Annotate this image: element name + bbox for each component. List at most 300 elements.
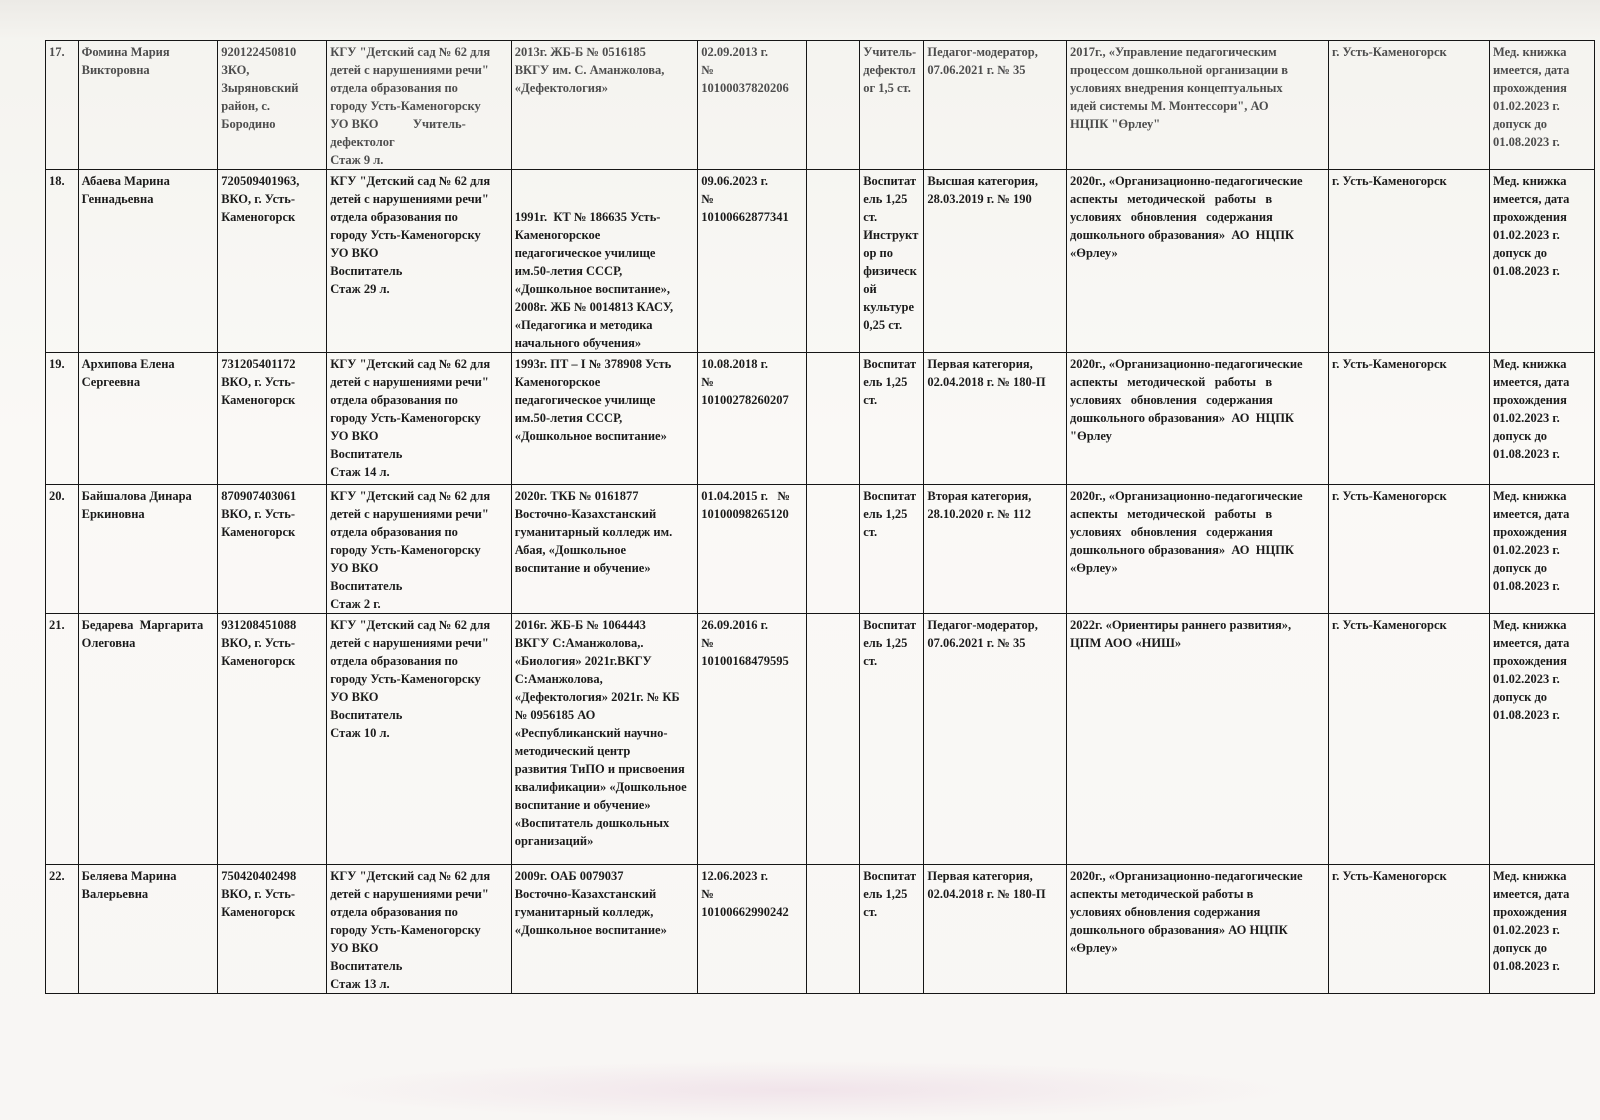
employee-name-line: Еркиновна xyxy=(81,507,145,521)
iin-and-address-line: Каменогорск xyxy=(221,393,296,407)
iin-and-address-line: 931208451088 xyxy=(221,618,297,632)
medical-book xyxy=(1489,41,1594,170)
medical-book-line: прохождения xyxy=(1492,393,1567,407)
certificate xyxy=(698,614,807,865)
medical-book-line: Мед. книжка xyxy=(1492,174,1567,188)
workplace-and-experience-line: отдела образования по xyxy=(330,210,458,224)
workplace-and-experience-line: Стаж 14 л. xyxy=(330,465,390,479)
education-line: Каменогорское xyxy=(514,228,601,242)
medical-book-line: прохождения xyxy=(1492,525,1567,539)
position-rate-line: ог 1,5 ст. xyxy=(863,81,911,95)
employee-name xyxy=(78,865,218,994)
medical-book-line: 01.08.2023 г. xyxy=(1492,579,1560,593)
workplace-and-experience-line: УО ВКО xyxy=(330,246,379,260)
city: г. Усть-Каменогорск xyxy=(1328,485,1489,614)
empty-cell xyxy=(807,353,860,485)
training-courses-line: 2020г., «Организационно-педагогические xyxy=(1070,174,1303,188)
education-line: им.50-летия СССР, xyxy=(514,264,623,278)
training-courses-line: "Өрлеу xyxy=(1070,429,1112,443)
workplace-and-experience-line: городу Усть-Каменогорску xyxy=(330,672,481,686)
iin-and-address-line: Зыряновский xyxy=(221,81,299,95)
training-courses-line: аспекты методической работы в xyxy=(1070,507,1273,521)
iin-and-address-line: ЗКО, xyxy=(221,63,250,77)
education xyxy=(511,170,697,353)
position-rate-line: ст. xyxy=(863,654,878,668)
empty-cell xyxy=(807,41,860,170)
position-rate xyxy=(860,614,924,865)
workplace-and-experience-line: отдела образования по xyxy=(330,654,458,668)
workplace-and-experience-line: КГУ "Детский сад № 62 для xyxy=(330,174,491,188)
training-courses-line: «Өрлеу» xyxy=(1070,941,1118,955)
iin-and-address-line: Каменогорск xyxy=(221,654,296,668)
education-line: «Республиканский научно- xyxy=(514,726,668,740)
iin-and-address-line: ВКО, г. Усть- xyxy=(221,375,296,389)
training-courses-line: условиях внедрения концептуальных xyxy=(1070,81,1283,95)
training-courses-line: 2020г., «Организационно-педагогические xyxy=(1070,869,1303,883)
iin-and-address-line: 870907403061 xyxy=(221,489,297,503)
training-courses xyxy=(1067,41,1329,170)
workplace-and-experience-line: УО ВКО xyxy=(330,429,379,443)
training-courses-line: условиях обновления содержания xyxy=(1070,525,1273,539)
position-rate xyxy=(860,353,924,485)
education-line: организаций» xyxy=(514,834,594,848)
employee-name xyxy=(78,614,218,865)
training-courses-line: ЦПМ АОО «НИШ» xyxy=(1070,636,1182,650)
training-courses-line: идей системы М. Монтессори", АО xyxy=(1070,99,1269,113)
education-line: Абая, «Дошкольное xyxy=(514,543,627,557)
training-courses-line: условиях обновления содержания xyxy=(1070,393,1273,407)
training-courses-line: дошкольного образования» АО НЦПК xyxy=(1070,543,1294,557)
position-rate-line: физическ xyxy=(863,264,917,278)
medical-book-line: прохождения xyxy=(1492,210,1567,224)
training-courses-line: 2020г., «Организационно-педагогические xyxy=(1070,489,1303,503)
qualification-category-line: 07.06.2021 г. № 35 xyxy=(927,63,1026,77)
employee-name-line: Беляева Марина xyxy=(81,869,177,883)
training-courses-line: 2022г. «Ориентиры раннего развития», xyxy=(1070,618,1292,632)
position-rate-line: ель 1,25 xyxy=(863,192,908,206)
training-courses-line: аспекты методической работы в xyxy=(1070,375,1273,389)
education-line: С:Аманжолова, xyxy=(514,672,603,686)
position-rate-line: ор по xyxy=(863,246,893,260)
workplace-and-experience-line: Стаж 10 л. xyxy=(330,726,390,740)
position-rate-line: ель 1,25 xyxy=(863,507,908,521)
medical-book-line: имеется, дата xyxy=(1492,887,1570,901)
education-line: развития ТиПО и присвоения xyxy=(514,762,685,776)
training-courses-line: «Өрлеу» xyxy=(1070,561,1118,575)
education-line: 2013г. ЖБ-Б № 0516185 xyxy=(514,45,646,59)
workplace-and-experience-line: УО ВКО xyxy=(330,561,379,575)
education-line: им.50-летия СССР, xyxy=(514,411,623,425)
qualification-category xyxy=(924,41,1067,170)
medical-book-line: имеется, дата xyxy=(1492,636,1570,650)
medical-book-line: Мед. книжка xyxy=(1492,357,1567,371)
education-line: ВКГУ им. С. Аманжолова, xyxy=(514,63,665,77)
employee-name-line: Бедарева Маргарита xyxy=(81,618,204,632)
page-top-edge xyxy=(0,0,1600,40)
iin-and-address-line: ВКО, г. Усть- xyxy=(221,192,296,206)
workplace-and-experience-line: КГУ "Детский сад № 62 для xyxy=(330,357,491,371)
position-rate xyxy=(860,170,924,353)
education-line: 2016г. ЖБ-Б № 1064443 xyxy=(514,618,646,632)
education xyxy=(511,485,697,614)
education-line: «Дошкольное воспитание» xyxy=(514,923,667,937)
medical-book-line: допуск до xyxy=(1492,117,1548,131)
qualification-category-line: 02.04.2018 г. № 180-П xyxy=(927,375,1046,389)
position-rate-line: Воспитат xyxy=(863,618,917,632)
workplace-and-experience-line: КГУ "Детский сад № 62 для xyxy=(330,489,491,503)
medical-book-line: прохождения xyxy=(1492,905,1567,919)
position-rate-line: Воспитат xyxy=(863,489,917,503)
certificate-line: № xyxy=(701,63,714,77)
certificate-line: 10100662990242 xyxy=(701,905,789,919)
iin-and-address xyxy=(218,865,327,994)
certificate xyxy=(698,485,807,614)
medical-book-line: Мед. книжка xyxy=(1492,45,1567,59)
education-line: 1993г. ПТ – I № 378908 Усть xyxy=(514,357,672,371)
row-number: 22. xyxy=(46,865,79,994)
medical-book-line: 01.02.2023 г. xyxy=(1492,923,1560,937)
workplace-and-experience-line: городу Усть-Каменогорску xyxy=(330,411,481,425)
workplace-and-experience-line: отдела образования по xyxy=(330,393,458,407)
certificate-line: 02.09.2013 г. xyxy=(701,45,768,59)
employee-name xyxy=(78,41,218,170)
iin-and-address-line: Каменогорск xyxy=(221,210,296,224)
workplace-and-experience-line: УО ВКО xyxy=(330,690,379,704)
workplace-and-experience-line: Стаж 13 л. xyxy=(330,977,390,991)
training-courses-line: условиях обновления содержания xyxy=(1070,210,1273,224)
employee-name xyxy=(78,353,218,485)
iin-and-address-line: 720509401963, xyxy=(221,174,300,188)
spacer xyxy=(515,172,694,208)
qualification-category xyxy=(924,170,1067,353)
workplace-and-experience-line: Воспитатель xyxy=(330,264,403,278)
workplace-and-experience-line: детей с нарушениями речи" xyxy=(330,192,489,206)
position-rate-line: Воспитат xyxy=(863,869,917,883)
empty-cell xyxy=(807,170,860,353)
qualification-category-line: Высшая категория, xyxy=(927,174,1039,188)
employee-name-line: Архипова Елена xyxy=(81,357,175,371)
position-rate xyxy=(860,41,924,170)
iin-and-address-line: район, с. xyxy=(221,99,270,113)
workplace-and-experience xyxy=(327,485,511,614)
training-courses-line: аспекты методической работы в xyxy=(1070,887,1254,901)
certificate-line: 10100037820206 xyxy=(701,81,789,95)
employee-name-line: Абаева Марина xyxy=(81,174,170,188)
position-rate xyxy=(860,485,924,614)
medical-book-line: 01.08.2023 г. xyxy=(1492,447,1560,461)
workplace-and-experience-line: КГУ "Детский сад № 62 для xyxy=(330,618,491,632)
iin-and-address-line: Бородино xyxy=(221,117,276,131)
row-number: 20. xyxy=(46,485,79,614)
training-courses-line: условиях обновления содержания xyxy=(1070,905,1261,919)
empty-cell xyxy=(807,614,860,865)
qualification-category-line: 28.10.2020 г. № 112 xyxy=(927,507,1032,521)
qualification-category-line: 02.04.2018 г. № 180-П xyxy=(927,887,1046,901)
position-rate-line: ой xyxy=(863,282,877,296)
iin-and-address xyxy=(218,353,327,485)
education-line: гуманитарный колледж им. xyxy=(514,525,673,539)
iin-and-address-line: 731205401172 xyxy=(221,357,296,371)
employee-name-line: Байшалова Динара xyxy=(81,489,192,503)
workplace-and-experience-line: Воспитатель xyxy=(330,959,403,973)
city: г. Усть-Каменогорск xyxy=(1328,41,1489,170)
training-courses-line: 2020г., «Организационно-педагогические xyxy=(1070,357,1303,371)
education-line: 1991г. КТ № 186635 Усть- xyxy=(514,210,661,224)
position-rate-line: 0,25 ст. xyxy=(863,318,903,332)
medical-book-line: допуск до xyxy=(1492,941,1548,955)
medical-book-line: 01.02.2023 г. xyxy=(1492,99,1560,113)
iin-and-address-line: Каменогорск xyxy=(221,905,296,919)
workplace-and-experience-line: Воспитатель xyxy=(330,708,403,722)
medical-book-line: Мед. книжка xyxy=(1492,869,1567,883)
staff-table xyxy=(45,40,1595,994)
workplace-and-experience-line: городу Усть-Каменогорску xyxy=(330,99,481,113)
table-row xyxy=(46,170,1595,353)
training-courses-line: НЦПК "Өрлеу" xyxy=(1070,117,1161,131)
education xyxy=(511,353,697,485)
certificate-line: № xyxy=(701,192,714,206)
training-courses-line: аспекты методической работы в xyxy=(1070,192,1273,206)
workplace-and-experience-line: отдела образования по xyxy=(330,905,458,919)
workplace-and-experience-line: Стаж 2 г. xyxy=(330,597,381,611)
education-line: педагогическое училище xyxy=(514,246,656,260)
qualification-category-line: Первая категория, xyxy=(927,869,1033,883)
education-line: Восточно-Казахстанский xyxy=(514,507,657,521)
iin-and-address-line: ВКО, г. Усть- xyxy=(221,636,296,650)
workplace-and-experience-line: городу Усть-Каменогорску xyxy=(330,923,481,937)
workplace-and-experience xyxy=(327,614,511,865)
education-line: «Дефектология» xyxy=(514,81,609,95)
workplace-and-experience-line: отдела образования по xyxy=(330,81,458,95)
employee-name xyxy=(78,485,218,614)
certificate-line: 10100098265120 xyxy=(701,507,789,521)
qualification-category-line: Педагог-модератор, xyxy=(927,618,1038,632)
training-courses-line: дошкольного образования» АО НЦПК xyxy=(1070,228,1294,242)
education-line: «Биология» 2021г.ВКГУ xyxy=(514,654,652,668)
position-rate-line: дефектол xyxy=(863,63,916,77)
table-row xyxy=(46,614,1595,865)
workplace-and-experience-line: Стаж 9 л. xyxy=(330,153,384,167)
medical-book-line: имеется, дата xyxy=(1492,507,1570,521)
city: г. Усть-Каменогорск xyxy=(1328,865,1489,994)
education-line: «Дошкольное воспитание», xyxy=(514,282,670,296)
certificate-line: 10100662877341 xyxy=(701,210,789,224)
education-line: «Дошкольное воспитание» xyxy=(514,429,667,443)
workplace-and-experience xyxy=(327,41,511,170)
medical-book xyxy=(1489,170,1594,353)
empty-cell xyxy=(807,485,860,614)
city: г. Усть-Каменогорск xyxy=(1328,170,1489,353)
workplace-and-experience-line: Стаж 29 л. xyxy=(330,282,390,296)
training-courses-line: «Өрлеу» xyxy=(1070,246,1118,260)
qualification-category-line: Вторая категория, xyxy=(927,489,1032,503)
employee-name xyxy=(78,170,218,353)
training-courses-line: 2017г., «Управление педагогическим xyxy=(1070,45,1277,59)
certificate-line: 10.08.2018 г. xyxy=(701,357,768,371)
certificate-line: 01.04.2015 г. № xyxy=(701,489,790,503)
education-line: ВКГУ С:Аманжолова,. xyxy=(514,636,644,650)
table-row xyxy=(46,485,1595,614)
iin-and-address-line: 750420402498 xyxy=(221,869,297,883)
position-rate-line: ст. xyxy=(863,905,878,919)
workplace-and-experience-line: детей с нарушениями речи" xyxy=(330,636,489,650)
workplace-and-experience-line: детей с нарушениями речи" xyxy=(330,507,489,521)
medical-book-line: имеется, дата xyxy=(1492,63,1570,77)
position-rate-line: Инструкт xyxy=(863,228,919,242)
medical-book xyxy=(1489,485,1594,614)
education-line: «Педагогика и методика xyxy=(514,318,653,332)
workplace-and-experience-line: КГУ "Детский сад № 62 для xyxy=(330,45,491,59)
workplace-and-experience-line: УО ВКО xyxy=(330,941,379,955)
medical-book-line: 01.02.2023 г. xyxy=(1492,543,1560,557)
iin-and-address xyxy=(218,170,327,353)
employee-name-line: Викторовна xyxy=(81,63,150,77)
medical-book-line: имеется, дата xyxy=(1492,375,1570,389)
medical-book-line: допуск до xyxy=(1492,561,1548,575)
workplace-and-experience-line: отдела образования по xyxy=(330,525,458,539)
row-number: 21. xyxy=(46,614,79,865)
city: г. Усть-Каменогорск xyxy=(1328,614,1489,865)
education-line: начального обучения» xyxy=(514,336,642,350)
medical-book-line: 01.02.2023 г. xyxy=(1492,228,1560,242)
training-courses-line: дошкольного образования» АО НЦПК xyxy=(1070,923,1288,937)
workplace-and-experience-line: КГУ "Детский сад № 62 для xyxy=(330,869,491,883)
medical-book-line: прохождения xyxy=(1492,654,1567,668)
empty-cell xyxy=(807,865,860,994)
row-number: 19. xyxy=(46,353,79,485)
certificate-line: 10100278260207 xyxy=(701,393,789,407)
employee-name-line: Валерьевна xyxy=(81,887,149,901)
education-line: 2008г. ЖБ № 0014813 КАСУ, xyxy=(514,300,674,314)
position-rate-line: Воспитат xyxy=(863,357,917,371)
scan-smudge xyxy=(300,1060,1300,1120)
education-line: квалификации» «Дошкольное xyxy=(514,780,687,794)
medical-book-line: Мед. книжка xyxy=(1492,618,1567,632)
position-rate-line: ель 1,25 xyxy=(863,375,908,389)
iin-and-address xyxy=(218,41,327,170)
position-rate xyxy=(860,865,924,994)
iin-and-address-line: 920122450810 xyxy=(221,45,297,59)
education xyxy=(511,614,697,865)
certificate-line: № xyxy=(701,887,714,901)
iin-and-address-line: ВКО, г. Усть- xyxy=(221,887,296,901)
workplace-and-experience xyxy=(327,170,511,353)
medical-book xyxy=(1489,614,1594,865)
certificate xyxy=(698,353,807,485)
medical-book-line: 01.02.2023 г. xyxy=(1492,672,1560,686)
education-line: воспитание и обучение» xyxy=(514,798,651,812)
education xyxy=(511,865,697,994)
position-rate-line: Учитель- xyxy=(863,45,917,59)
certificate xyxy=(698,170,807,353)
training-courses-line: дошкольного образования» АО НЦПК xyxy=(1070,411,1294,425)
position-rate-line: культуре xyxy=(863,300,915,314)
medical-book-line: 01.02.2023 г. xyxy=(1492,411,1560,425)
education-line: «Дефектология» 2021г. № КБ xyxy=(514,690,680,704)
workplace-and-experience-line: Воспитатель xyxy=(330,447,403,461)
certificate xyxy=(698,41,807,170)
qualification-category-line: Первая категория, xyxy=(927,357,1033,371)
certificate-line: № xyxy=(701,375,714,389)
workplace-and-experience-line: городу Усть-Каменогорску xyxy=(330,543,481,557)
education-line: 2009г. ОАБ 0079037 xyxy=(514,869,624,883)
position-rate-line: ель 1,25 xyxy=(863,636,908,650)
training-courses-line: процессом дошкольной организации в xyxy=(1070,63,1289,77)
medical-book-line: допуск до xyxy=(1492,246,1548,260)
employee-name-line: Олеговна xyxy=(81,636,136,650)
workplace-and-experience xyxy=(327,353,511,485)
medical-book-line: 01.08.2023 г. xyxy=(1492,708,1560,722)
certificate-line: 10100168479595 xyxy=(701,654,789,668)
employee-name-line: Сергеевна xyxy=(81,375,141,389)
education-line: гуманитарный колледж, xyxy=(514,905,654,919)
workplace-and-experience-line: УО ВКО Учитель- xyxy=(330,117,466,131)
education-line: Каменогорское xyxy=(514,375,601,389)
medical-book-line: 01.08.2023 г. xyxy=(1492,264,1560,278)
row-number: 18. xyxy=(46,170,79,353)
table-row xyxy=(46,353,1595,485)
medical-book-line: имеется, дата xyxy=(1492,192,1570,206)
certificate-line: 26.09.2016 г. xyxy=(701,618,768,632)
medical-book-line: 01.08.2023 г. xyxy=(1492,135,1560,149)
iin-and-address-line: Каменогорск xyxy=(221,525,296,539)
qualification-category xyxy=(924,353,1067,485)
position-rate-line: Воспитат xyxy=(863,174,917,188)
certificate xyxy=(698,865,807,994)
workplace-and-experience-line: детей с нарушениями речи" xyxy=(330,63,489,77)
position-rate-line: ст. xyxy=(863,525,878,539)
iin-and-address xyxy=(218,614,327,865)
workplace-and-experience-line: детей с нарушениями речи" xyxy=(330,887,489,901)
medical-book-line: допуск до xyxy=(1492,690,1548,704)
workplace-and-experience-line: городу Усть-Каменогорску xyxy=(330,228,481,242)
qualification-category xyxy=(924,485,1067,614)
qualification-category xyxy=(924,865,1067,994)
qualification-category-line: 28.03.2019 г. № 190 xyxy=(927,192,1032,206)
training-courses xyxy=(1067,614,1329,865)
medical-book xyxy=(1489,353,1594,485)
education-line: № 0956185 АО xyxy=(514,708,596,722)
qualification-category xyxy=(924,614,1067,865)
employee-name-line: Геннадьевна xyxy=(81,192,154,206)
workplace-and-experience xyxy=(327,865,511,994)
education-line: педагогическое училище xyxy=(514,393,656,407)
certificate-line: 12.06.2023 г. xyxy=(701,869,768,883)
education-line: методический центр xyxy=(514,744,631,758)
position-rate-line: ель 1,25 xyxy=(863,887,908,901)
iin-and-address-line: ВКО, г. Усть- xyxy=(221,507,296,521)
employee-name-line: Фомина Мария xyxy=(81,45,170,59)
position-rate-line: ст. xyxy=(863,393,878,407)
qualification-category-line: 07.06.2021 г. № 35 xyxy=(927,636,1026,650)
education-line: «Воспитатель дошкольных xyxy=(514,816,670,830)
iin-and-address xyxy=(218,485,327,614)
table-row xyxy=(46,41,1595,170)
workplace-and-experience-line: дефектолог xyxy=(330,135,395,149)
certificate-line: № xyxy=(701,636,714,650)
medical-book-line: допуск до xyxy=(1492,429,1548,443)
position-rate-line: ст. xyxy=(863,210,878,224)
medical-book-line: Мед. книжка xyxy=(1492,489,1567,503)
row-number: 17. xyxy=(46,41,79,170)
training-courses xyxy=(1067,353,1329,485)
education-line: 2020г. ТКБ № 0161877 xyxy=(514,489,639,503)
education-line: воспитание и обучение» xyxy=(514,561,651,575)
city: г. Усть-Каменогорск xyxy=(1328,353,1489,485)
education xyxy=(511,41,697,170)
certificate-line: 09.06.2023 г. xyxy=(701,174,768,188)
table-row xyxy=(46,865,1595,994)
